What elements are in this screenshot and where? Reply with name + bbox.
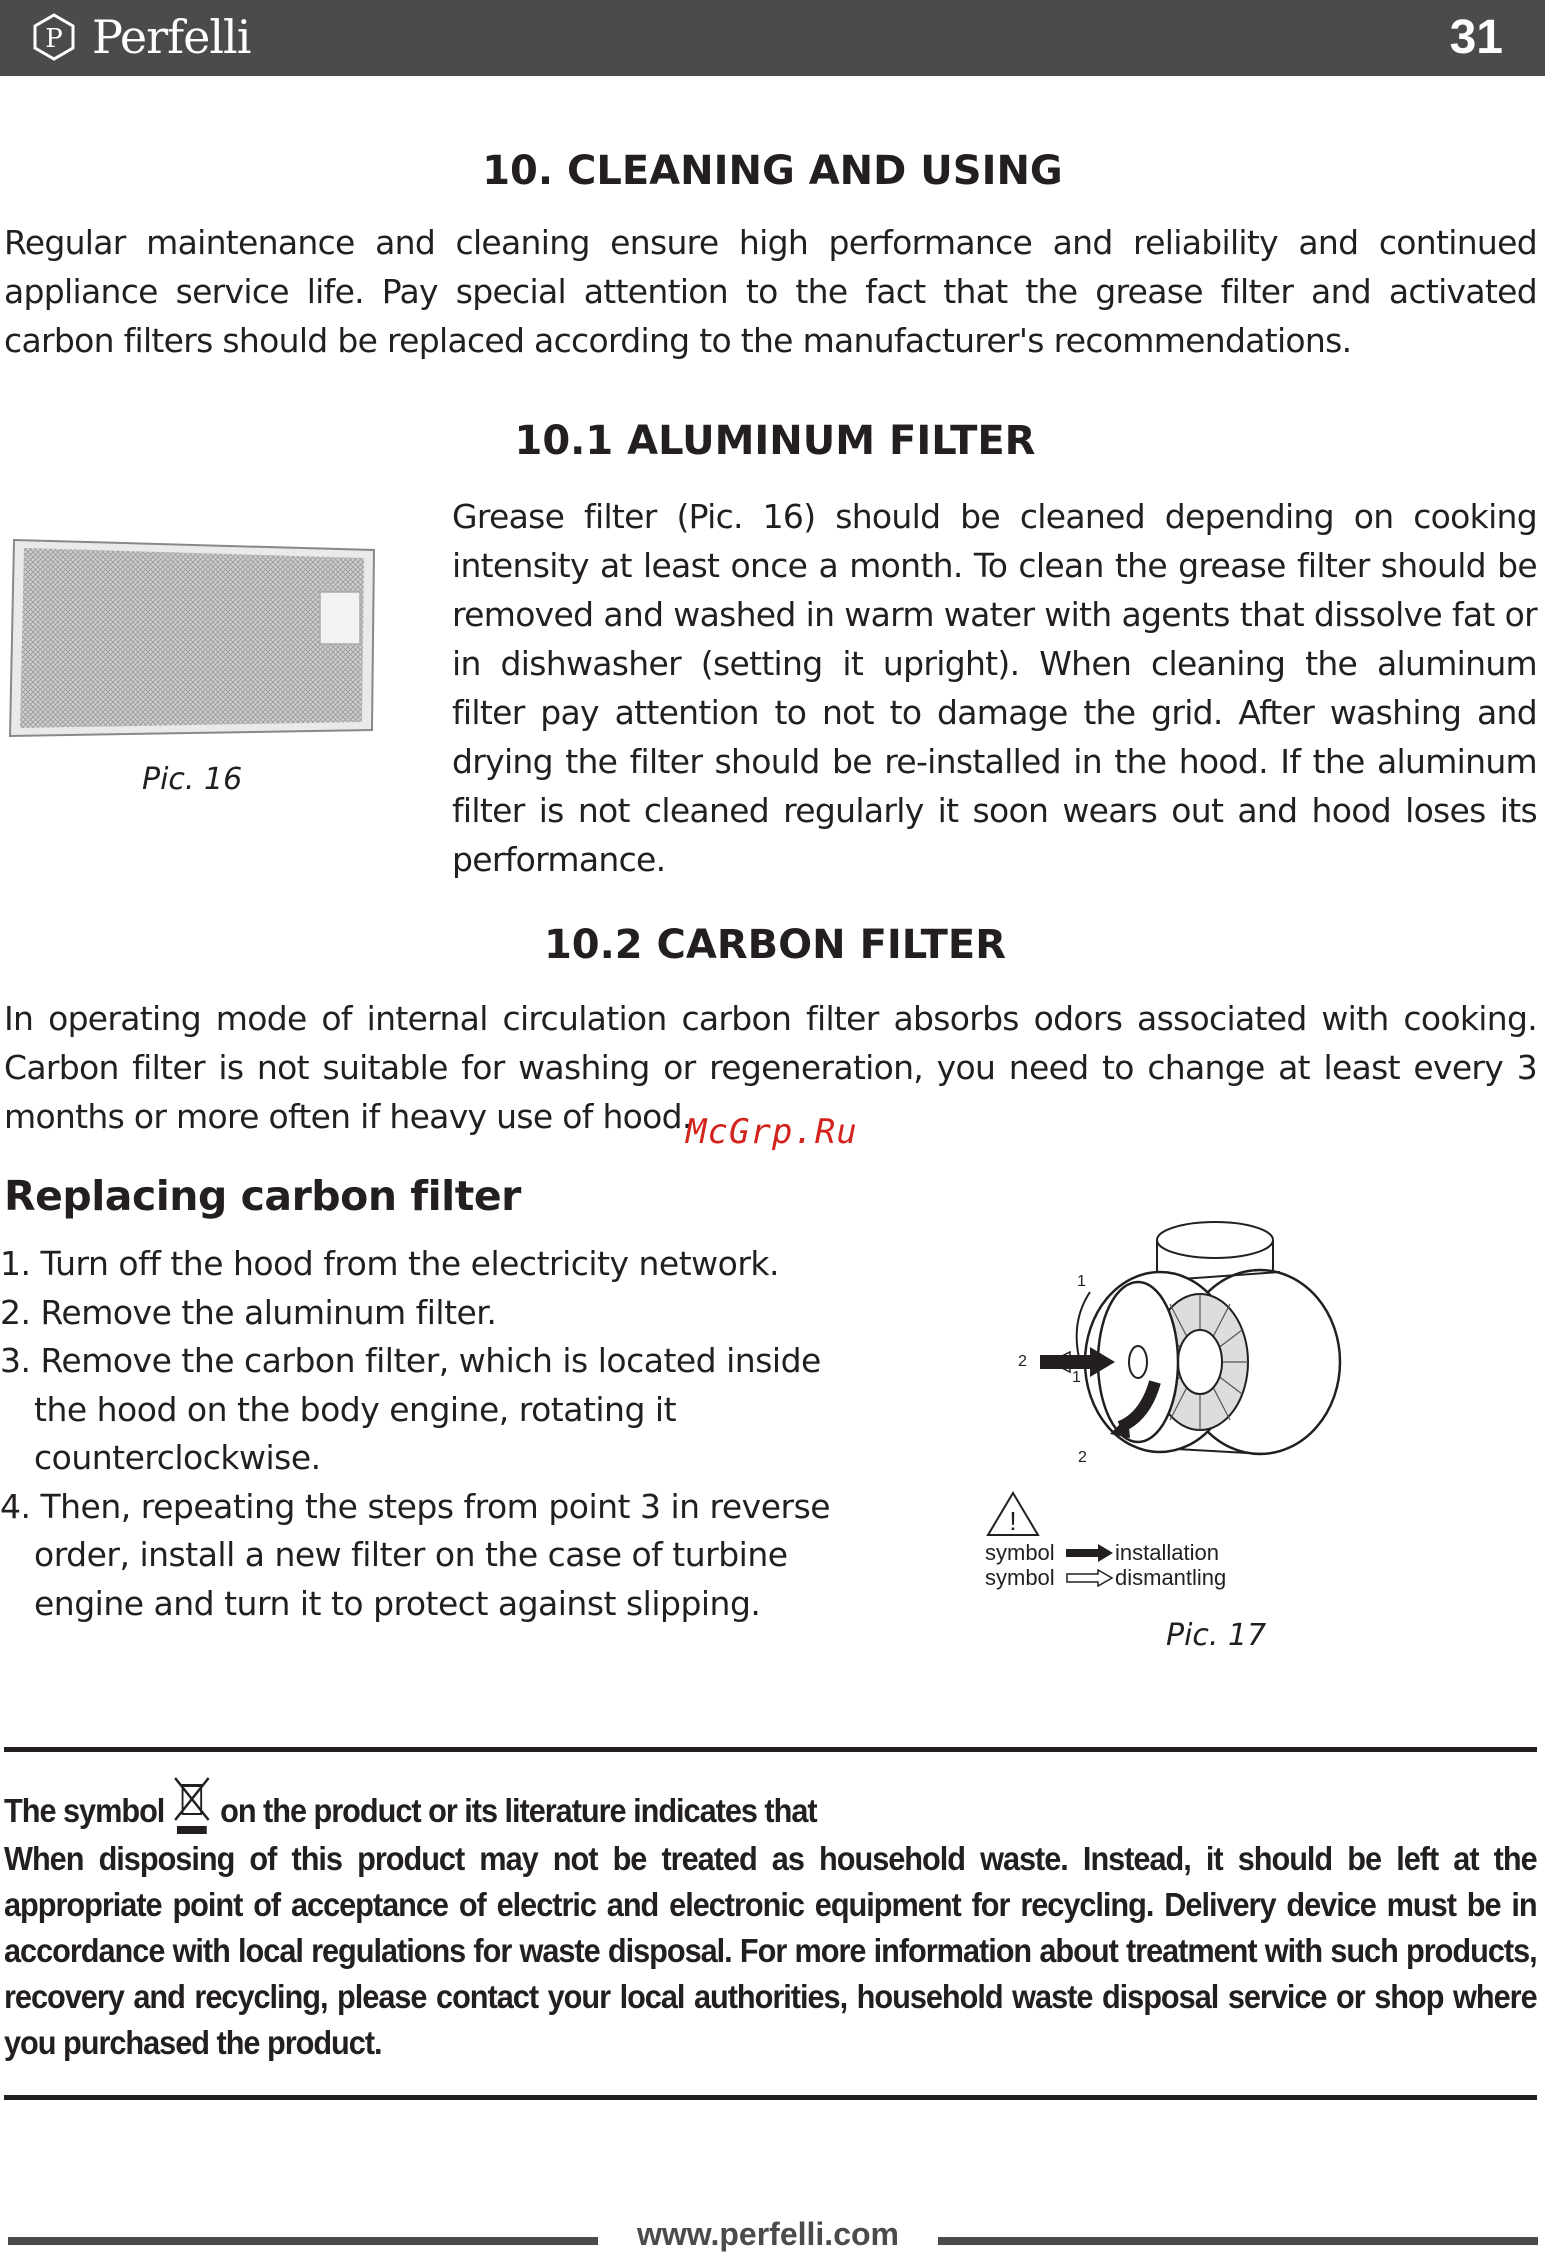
page-number: 31 [1449, 11, 1503, 64]
steps-list [0, 1240, 860, 1628]
label-1-top: 1 [1077, 1273, 1086, 1290]
turbine-carbon-filter-diagram [980, 1212, 1380, 1502]
label-1-mid: 1 [1072, 1369, 1081, 1386]
legend-symbol-2: symbol [985, 1565, 1055, 1590]
legend-installation: installation [1115, 1540, 1219, 1565]
watermark: McGrp.Ru [686, 1112, 858, 1152]
step-item: 1. Turn off the hood from the electricity network. [0, 1244, 780, 1283]
filled-arrow-icon [1066, 1544, 1114, 1562]
step-item: 4. Then, repeating the steps from point 3 in reverse order, install a new filter on the case of turbine engine and turn it to protect against slipping. [0, 1486, 831, 1623]
warning-mark: ! [1009, 1506, 1017, 1536]
legend-symbol-1: symbol [985, 1540, 1055, 1565]
section-10-1-text: Grease filter (Pic. 16) should be cleaned depending on cooking intensity at least once a month. To clean the grease filter should be removed and washed in warm water with agents that dissolve fat or in dishwasher (setting it upright). When cleaning the aluminum filter pay attention to not to damage the grid. After washing and drying the filter should be re-installed in the hood. If the aluminum filter is not cleaned regularly it soon wears out and hood loses its performance. [452, 497, 1537, 879]
footer-rule-left [8, 2237, 598, 2245]
section-10-2-title: 10.2 CARBON FILTER [543, 922, 1007, 968]
section-10-title: 10. CLEANING AND USING [482, 148, 1063, 194]
divider-bottom [4, 2095, 1537, 2100]
weee-first-line [4, 1776, 1430, 1836]
footer-website-link[interactable]: www.perfelli.com [637, 2216, 899, 2252]
warning-icon [985, 1490, 1041, 1540]
weee-body: When disposing of this product may not be treated as household waste. Instead, it should be left at the appropriate point of acceptance of electric and electronic equipment for recycling. Delivery device must be in accordance with local regulations for waste disposal. For more information about treatment with such products, recovery and recycling, please contact your local authorities, household waste disposal service or shop where you purchased the product. [4, 1840, 1537, 2061]
crossed-bin-icon [172, 1776, 213, 1836]
perfelli-logo-icon [30, 13, 78, 61]
weee-notice [4, 1776, 1537, 2066]
footer-rule-right [938, 2237, 1538, 2245]
svg-text:P: P [45, 24, 63, 54]
outline-arrow-icon [1066, 1569, 1114, 1587]
weee-suffix: on the product or its literature indicates that [220, 1792, 817, 1829]
replacing-title: Replacing carbon filter [4, 1172, 521, 1220]
section-10-2-text: In operating mode of internal circulation carbon filter absorbs odors associated with cooking. Carbon filter is not suitable for washing or regeneration, you need to change at least every 3 months or more often if heavy use of hood. [4, 999, 1537, 1136]
weee-prefix: The symbol [4, 1792, 165, 1829]
section-10-text: Regular maintenance and cleaning ensure high performance and reliability and continued appliance service life. Pay special attention to the fact that the grease filter and activated carbon filters should be replaced according to the manufacturer's recommendations. [4, 223, 1537, 360]
brand-name: Perfelli [92, 10, 251, 64]
step-item: 3. Remove the carbon filter, which is located inside the hood on the body engine, rotating it counterclockwise. [0, 1341, 821, 1477]
step-item: 2. Remove the aluminum filter. [0, 1292, 497, 1332]
label-2-left: 2 [1018, 1353, 1027, 1370]
aluminum-filter-image [8, 532, 378, 742]
divider-top [4, 1747, 1537, 1752]
section-10-1-title: 10.1 ALUMINUM FILTER [514, 418, 1036, 464]
legend-dismantling: dismantling [1115, 1565, 1227, 1590]
pic-17-caption: Pic. 17 [1166, 1618, 1267, 1653]
label-2-bottom: 2 [1078, 1449, 1087, 1466]
pic-16-caption: Pic. 16 [142, 762, 243, 797]
